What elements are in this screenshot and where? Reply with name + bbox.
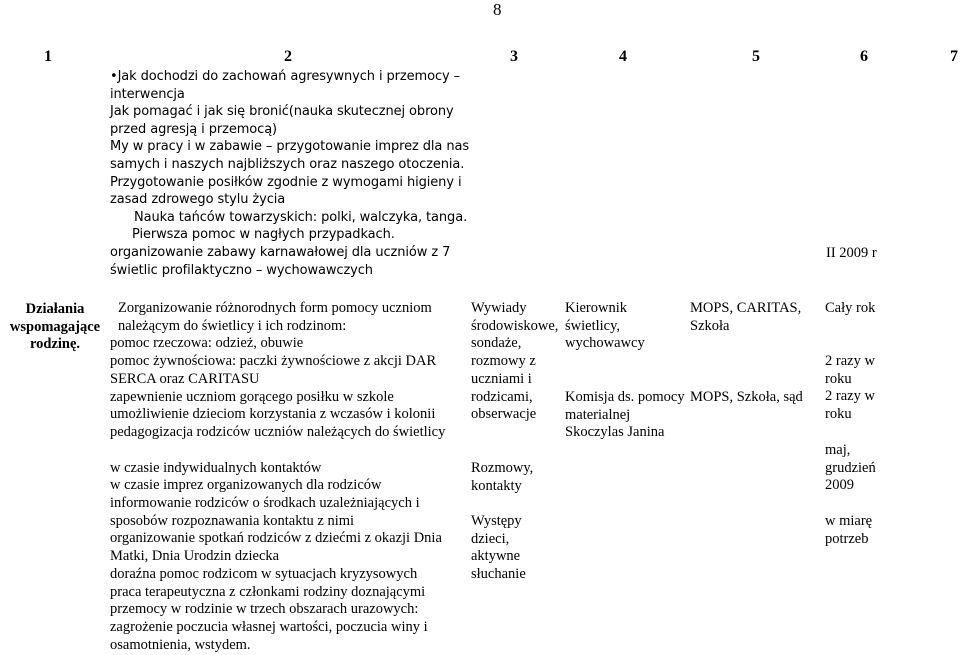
- section-title: Działania wspomagające rodzinę.: [9, 301, 101, 353]
- activity-line: organizowanie zabawy karnawałowej dla uczniów z 7: [110, 244, 451, 260]
- activity-line: Nauka tańców towarzyskich: polki, walczyka, tanga.: [134, 209, 468, 225]
- column-header-6: 6: [860, 48, 868, 65]
- activity-line: Jak pomagać i jak się bronić(nauka skutecznej obrony: [110, 104, 454, 120]
- activity-line: zasad zdrowego stylu życia: [110, 192, 286, 208]
- term-block-4: w miarę potrzeb: [825, 513, 873, 547]
- page-number: 8: [493, 0, 502, 19]
- column-header-4: 4: [619, 48, 627, 65]
- activity-line: przed agresją i przemocą): [110, 121, 278, 137]
- column-header-7: 7: [950, 48, 958, 65]
- bullet-icon: •: [110, 69, 118, 84]
- activity-line: My w pracy i w zabawie – przygotowanie imprez dla nas: [110, 139, 469, 155]
- activity-line: Przygotowanie posiłków zgodnie z wymogami higieny i: [110, 174, 462, 190]
- term-block-3: maj, grudzień 2009: [825, 442, 876, 494]
- column-header-2: 2: [284, 48, 292, 65]
- column-header-5: 5: [752, 48, 760, 65]
- top-term: II 2009 r: [826, 245, 877, 261]
- activity-line: Pierwsza pomoc w nagłych przypadkach.: [132, 227, 395, 243]
- activity-line: •Jak dochodzi do zachowań agresywnych i przemocy –: [110, 69, 461, 84]
- methods-block-3: Występy dzieci, aktywne słuchanie: [471, 513, 526, 583]
- activity-line: interwencja: [110, 86, 185, 102]
- term-block-1: Cały rok: [825, 300, 876, 316]
- column-header-1: 1: [44, 48, 52, 65]
- activity-line: samych i naszych najbliższych oraz naszego otoczenia.: [110, 156, 465, 172]
- partners-block-2: MOPS, Szkoła, sąd: [690, 389, 803, 405]
- activity-line: świetlic profilaktyczno – wychowawczych: [110, 262, 373, 278]
- partners-block-1: MOPS, CARITAS, Szkoła: [690, 300, 802, 334]
- column-header-3: 3: [510, 48, 518, 65]
- responsible-block-1: Kierownik świetlicy, wychowawcy: [565, 300, 645, 352]
- responsible-block-2: Komisja ds. pomocy materialnej Skoczylas Janina: [565, 389, 685, 441]
- methods-block-1: Wywiady środowiskowe, sondaże, rozmowy z uczniami i rodzicami, obserwacje: [471, 300, 559, 423]
- support-activities-list: Zorganizowanie różnorodnych form pomocy uczniom należącym do świetlicy i ich rodzinom: pomoc rzeczowa: odzież, obuwie pomoc żywnościowa: paczki żywnościowe z akcji DAR SERCA oraz CARITASU zapewnienie uczniom gorącego posiłku w szkole umożliwienie dzieciom korzystania z wczasów i kolonii pedagogizacja rodziców uczniów należących do świetlicy w czasie indywidualnych kontaktów w czasie imprez organizowanych dla rodziców informowanie rodziców o środkach uzależniających i sposobów rozpoznawania kontaktu z nimi organizowanie spotkań rodziców z dziećmi z okazji Dnia Matki, Dnia Urodzin dziecka doraźna pomoc rodzicom w sytuacjach kryzysowych praca terapeutyczna z członkami rodziny doznającymi przemocy w rodzinie w trzech obszarach urazowych: zagrożenie poczucia własnej wartości, poczucia winy i osamotnienia, wstydem.: [110, 300, 446, 653]
- top-activity-list: [110, 68, 469, 279]
- term-block-2: 2 razy w roku 2 razy w roku: [825, 353, 875, 423]
- methods-block-2: Rozmowy, kontakty: [471, 460, 534, 494]
